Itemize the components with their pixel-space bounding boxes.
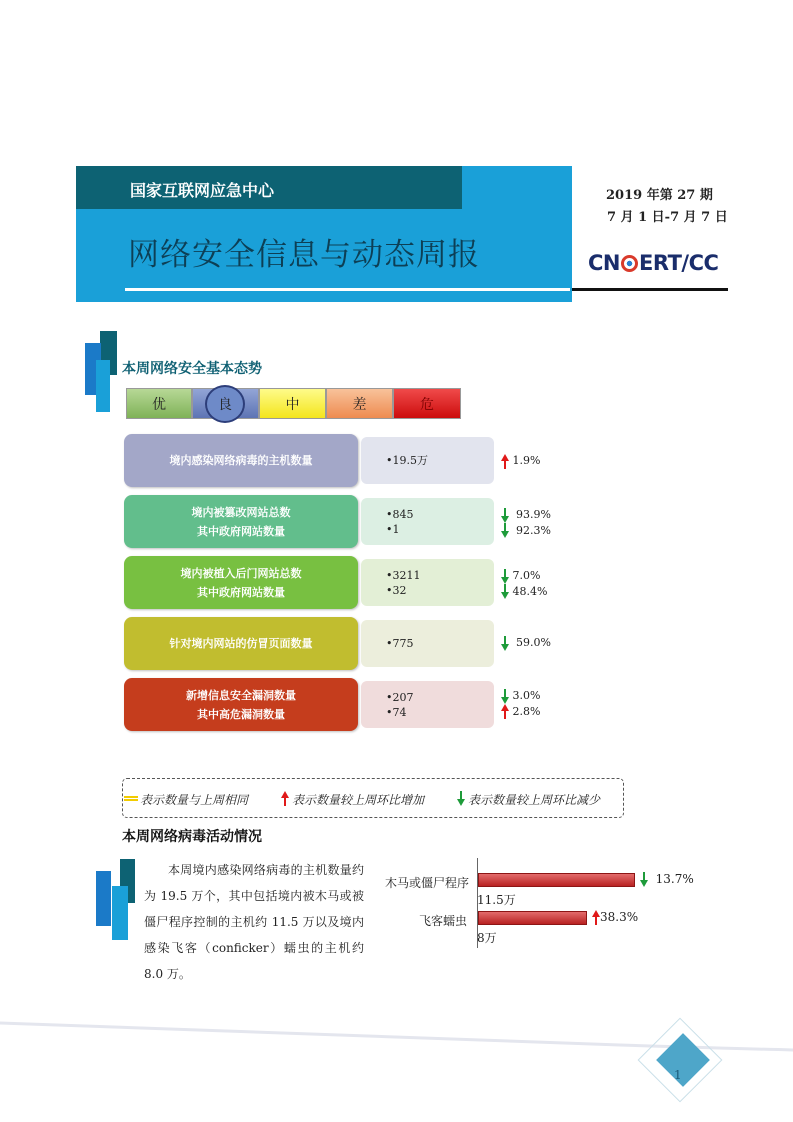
section-deco	[112, 886, 128, 940]
arrow-down-icon	[501, 584, 509, 599]
section-title-virus: 本周网络病毒活动情况	[122, 829, 262, 845]
stat-value-defaced-sites: •845 •1	[361, 498, 494, 545]
legend-up: 表示数量较上周环比增加	[292, 793, 425, 807]
arrow-up-icon	[281, 791, 289, 806]
issue-number: 2019 年第 27 期	[606, 188, 713, 203]
section-deco	[96, 360, 110, 412]
issue-dates: 7 月 1 日-7 月 7 日	[607, 210, 728, 225]
legend-up-marker	[281, 788, 289, 807]
stat-label-defaced-sites: 境内被篡改网站总数 其中政府网站数量	[124, 495, 358, 548]
arrow-down-icon	[501, 569, 509, 584]
stat-value-infected-hosts: •19.5万	[361, 437, 494, 484]
arrow-down-icon	[640, 872, 648, 887]
stat-change-defaced-sites: 93.9% 92.3%	[501, 507, 551, 538]
stat-change-infected-hosts: 1.9%	[501, 453, 540, 469]
page-number: 1	[674, 1068, 682, 1082]
stat-label-vulnerabilities: 新增信息安全漏洞数量 其中高危漏洞数量	[124, 678, 358, 731]
level-medium: 中	[259, 388, 326, 419]
legend-down-marker	[457, 788, 465, 807]
stat-label-infected-hosts: 境内感染网络病毒的主机数量	[124, 434, 358, 487]
stat-label-phishing-pages: 针对境内网站的仿冒页面数量	[124, 617, 358, 670]
arrow-up-icon	[501, 704, 509, 719]
stat-change-backdoor-sites: 7.0% 48.4%	[501, 568, 547, 599]
stat-change-phishing-pages: 59.0%	[501, 635, 551, 651]
arrow-up-icon	[501, 454, 509, 469]
logo-underline	[572, 288, 728, 291]
stat-label-backdoor-sites: 境内被植入后门网站总数 其中政府网站数量	[124, 556, 358, 609]
arrow-down-icon	[457, 791, 465, 806]
level-danger: 危	[393, 388, 461, 419]
stat-value-backdoor-sites: •3211 •32	[361, 559, 494, 606]
level-excellent: 优	[126, 388, 192, 419]
arrow-down-icon	[501, 508, 509, 523]
stat-change-vulnerabilities: 3.0% 2.8%	[501, 688, 540, 719]
section-deco	[96, 871, 111, 926]
cncert-logo: CN ERT/CC	[588, 251, 719, 275]
arrow-down-icon	[501, 523, 509, 538]
level-poor: 差	[326, 388, 393, 419]
arrow-up-icon	[592, 910, 600, 925]
stat-value-phishing-pages: •775	[361, 620, 494, 667]
stat-value-vulnerabilities: •207 •74	[361, 681, 494, 728]
chart-category-label: 飞客蠕虫	[419, 914, 468, 928]
chart-value-label: 8万	[477, 931, 497, 945]
virus-paragraph: 本周境内感染网络病毒的主机数量约为 19.5 万个，其中包括境内被木马或被僵尸程序控制的主机约 11.5 万以及境内感染飞客（conficker）蠕虫的主机约 8.0 万。	[144, 863, 364, 981]
chart-change-label: 38.3%	[592, 910, 638, 925]
chart-category-label: 木马或僵尸程序	[385, 876, 470, 890]
chart-bar	[478, 873, 635, 887]
equal-icon	[124, 796, 138, 798]
chart-bar	[478, 911, 587, 925]
title-underline	[125, 288, 570, 291]
chart-change-label: 13.7%	[640, 872, 694, 887]
arrow-down-icon	[501, 636, 509, 651]
chart-value-label: 11.5万	[477, 893, 516, 907]
legend-down: 表示数量较上周环比减少	[468, 793, 601, 807]
page-title: 网络安全信息与动态周报	[128, 237, 480, 273]
legend-same: 表示数量与上周相同	[140, 793, 249, 807]
logo-globe-icon	[621, 255, 638, 272]
section-title-situation: 本周网络安全基本态势	[122, 361, 262, 377]
arrow-down-icon	[501, 689, 509, 704]
org-name: 国家互联网应急中心	[130, 181, 275, 200]
current-level-marker: 良	[205, 385, 245, 423]
